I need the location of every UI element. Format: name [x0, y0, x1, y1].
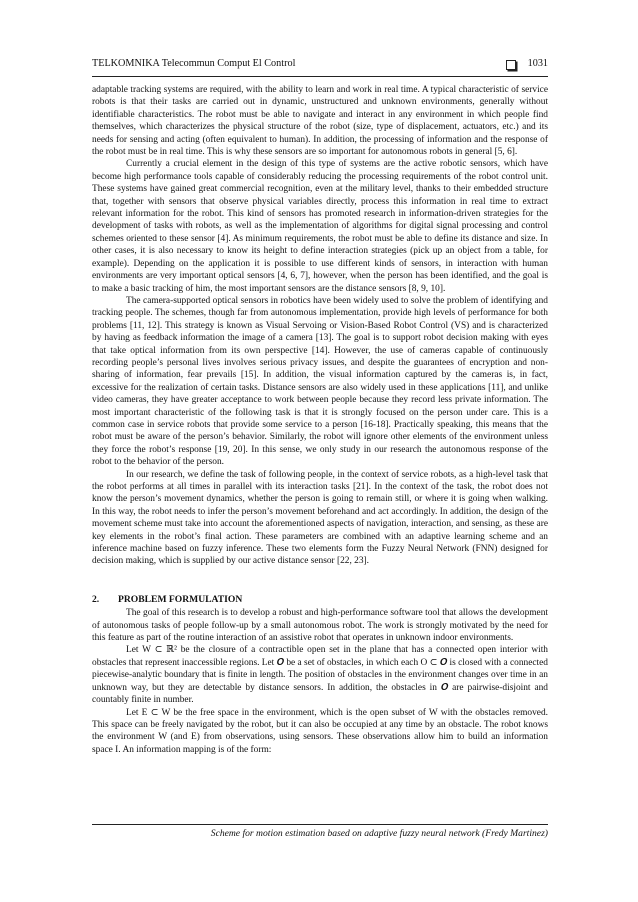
page-number: 1031	[527, 58, 548, 69]
paragraph: Currently a crucial element in the design of this type of systems are the active robotic sensors, which have become high performance tools capable of considerably reducing the processing requirements of the robot control unit. These systems have gained great commercial recognition, even at the military level, thanks to their embedded structure that, together with sensors that observe physical variables directly, process this information in real time to extract relevant information for the robot. This kind of sensors has promoted research in information-driven strategies for the development of tasks with robots, as well as the implementation of algorithms for digital signal processing and control schemes oriented to these sensor [4]. As minimum requirements, the robot must be able to define its distance and size. In other cases, it is also necessary to know its height to define interaction strategies (pick up an object from a table, for example). Depending on the application it is possible to use different kinds of sensors, in interaction with human environments are very important optical sensors [4, 6, 7], however, when the person has been identified, and the goal is to make a basic tracking of him, the most important sensors are the distance sensors [8, 9, 10].	[92, 159, 548, 294]
running-header	[92, 56, 548, 72]
section-title: PROBLEM FORMULATION	[118, 593, 243, 605]
paragraph: In our research, we define the task of following people, in the context of service robots, as a high-level task that the robot performs at all times in parallel with its interaction tasks [21]. In the context of the task, the robot does not know the person’s movement dynamics, whether the person is going to remain still, or where it is going when walking. In this way, the robot needs to infer the person’s movement beforehand and act accordingly. In addition, the design of the movement scheme must take into account the aforementioned aspects of navigation, interaction, and sensing, as these are key elements in the robot’s final action. These parameters are combined with an adaptive learning scheme and an inference machine based on fuzzy inference. These two elements form the Fuzzy Neural Network (FNN) designed for decision making, which is supplied by our active distance sensor [22, 23].	[92, 469, 548, 567]
paragraph: adaptable tracking systems are required, with the ability to learn and work in real time. A typical characteristic of service robots is that their tasks are carried out in dynamic, unstructured and unknown environments, generally without identifiable characteristics. The robot must be able to navigate and interact in any environment in which people find themselves, which characterizes the physical structure of the robot (size, type of displacement, actuators, etc.) and its needs for sensing and acting (often equivalent to human). In addition, the processing of information and the response of the robot must be in real time. This is why these sensors are so important for autonomous robots in general [5, 6].	[92, 85, 548, 158]
shadow-box-icon	[506, 60, 516, 70]
paragraph: The goal of this research is to develop a robust and high-performance software tool that allows the development of autonomous tasks of people follow-up by a small autonomous robot. The work is strongly motivated by the need for this feature as part of the routine interaction of an assistive robot that operates in unknown indoor environments.	[92, 608, 548, 644]
header-right	[506, 56, 548, 72]
paragraph: The camera-supported optical sensors in robotics have been widely used to solve the problem of identifying and tracking people. The schemes, though far from autonomous implementation, provide high levels of performance for both problems [11, 12]. This strategy is known as Visual Servoing or Vision-Based Robot Control (VS) and is characterized by having as feedback information the image of a camera [13]. The goal is to support robot decision making with eyes that take optical information from its own perspective [14]. However, the use of cameras capable of continuously recording people’s personal lives involves serious privacy issues, and despite the guarantees of encryption and non-sharing of information, fear prevails [15]. In addition, the visual information captured by the cameras is, in fact, excessive for the realization of certain tasks. Distance sensors are also widely used in these applications [11], and unlike video cameras, they have greater acceptance to work between people because they record less private information. The most important characteristic of the following task is that it is strongly focused on the person under care. This is a common case in service robots that provide some service to a person [16-18]. Practically speaking, this means that the robot must be aware of the person’s behavior. Similarly, the robot will ignore other elements of the environment unless they force the robot’s response [19, 20]. In this sense, we only study in our research the autonomous response of the robot to the behavior of the person.	[92, 295, 548, 468]
header-rule	[92, 76, 548, 77]
paragraph: Let E ⊂ W be the free space in the environment, which is the open subset of W with the obstacles removed. This space can be freely navigated by the robot, but it can also be occupied at any time by an obstacle. The robot knows the environment W (and E) from observations, using sensors. These observations allow him to build an information space I. An information mapping is of the form:	[92, 707, 548, 755]
body-text	[92, 84, 548, 756]
section-number: 2.	[92, 593, 100, 605]
paragraph: Let W ⊂ ℝ² be the closure of a contractible open set in the plane that has a connected open interior with obstacles that represent inaccessible regions. Let 𝑶 be a set of obstacles, in which each O ⊂ 𝑶 is closed with a connected piecewise-analytic boundary that is finite in length. The position of obstacles in the environment changes over time in an unknown way, but they are detectable by distance sensors. In addition, the obstacles in 𝑶 are pairwise-disjoint and countably finite in number.	[92, 645, 548, 706]
footer-rule	[92, 824, 548, 825]
running-footer: Scheme for motion estimation based on adaptive fuzzy neural network (Fredy Martinez)	[210, 828, 548, 839]
journal-title: TELKOMNIKA Telecommun Comput El Control	[92, 58, 296, 69]
section-heading	[92, 594, 548, 606]
